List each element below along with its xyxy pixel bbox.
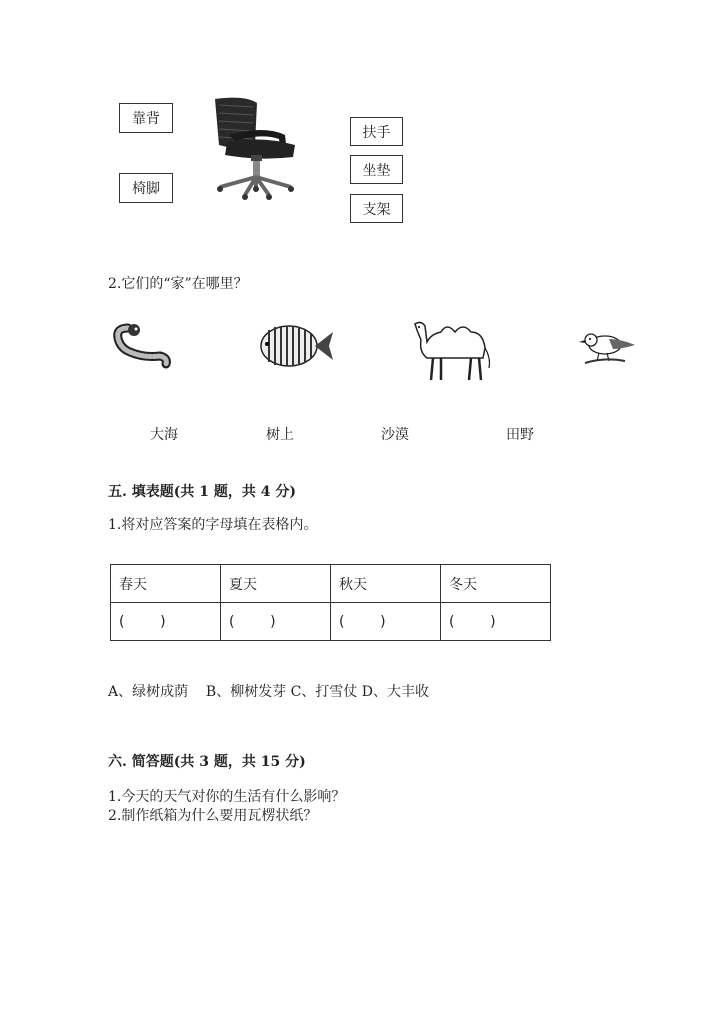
label-armrest: [350, 117, 403, 146]
homes-question: 2.它们的“家”在哪里？: [108, 276, 248, 292]
camel-image: [407, 318, 497, 386]
answer-winter[interactable]: ( ): [441, 603, 551, 641]
section5-title: 五. 填表题(共 1 题，共 4 分): [108, 484, 296, 500]
answer-table: [110, 564, 551, 641]
section5-options: A、绿树成荫 B、柳树发芽 C、打雪仗 D、大丰收: [108, 684, 430, 700]
section6-question-2: 2.制作纸箱为什么要用瓦楞状纸？: [108, 808, 318, 824]
place-desert: 沙漠: [381, 427, 409, 443]
label-backrest: [119, 103, 173, 133]
answer-table-answer-row: [111, 603, 551, 641]
section5-question: 1.将对应答案的字母填在表格内。: [108, 517, 318, 533]
place-tree: 树上: [266, 427, 294, 443]
place-sea: 大海: [150, 427, 178, 443]
section6-question-1: 1.今天的天气对你的生活有什么影响？: [108, 789, 346, 805]
header-summer: 夏天: [221, 565, 331, 603]
label-seat-cushion-text: 坐垫: [362, 162, 391, 179]
answer-autumn[interactable]: ( ): [331, 603, 441, 641]
fish-image: [255, 322, 335, 372]
place-field: 田野: [506, 427, 534, 443]
header-spring: 春天: [111, 565, 221, 603]
label-seat-cushion: [350, 155, 403, 184]
bird-image: [575, 325, 639, 369]
snake-image: [110, 320, 172, 370]
answer-spring[interactable]: ( ): [111, 603, 221, 641]
header-autumn: 秋天: [331, 565, 441, 603]
section6-title: 六. 简答题(共 3 题，共 15 分): [108, 754, 306, 770]
label-chair-legs-text: 椅脚: [132, 181, 160, 197]
label-backrest-text: 靠背: [132, 111, 160, 127]
header-winter: 冬天: [441, 565, 551, 603]
answer-summer[interactable]: ( ): [221, 603, 331, 641]
answer-table-header-row: [111, 565, 551, 603]
office-chair-image: [205, 95, 300, 205]
label-support-frame: [350, 194, 403, 223]
label-armrest-text: 扶手: [362, 124, 391, 141]
label-support-frame-text: 支架: [362, 201, 391, 218]
label-chair-legs: [119, 173, 173, 203]
